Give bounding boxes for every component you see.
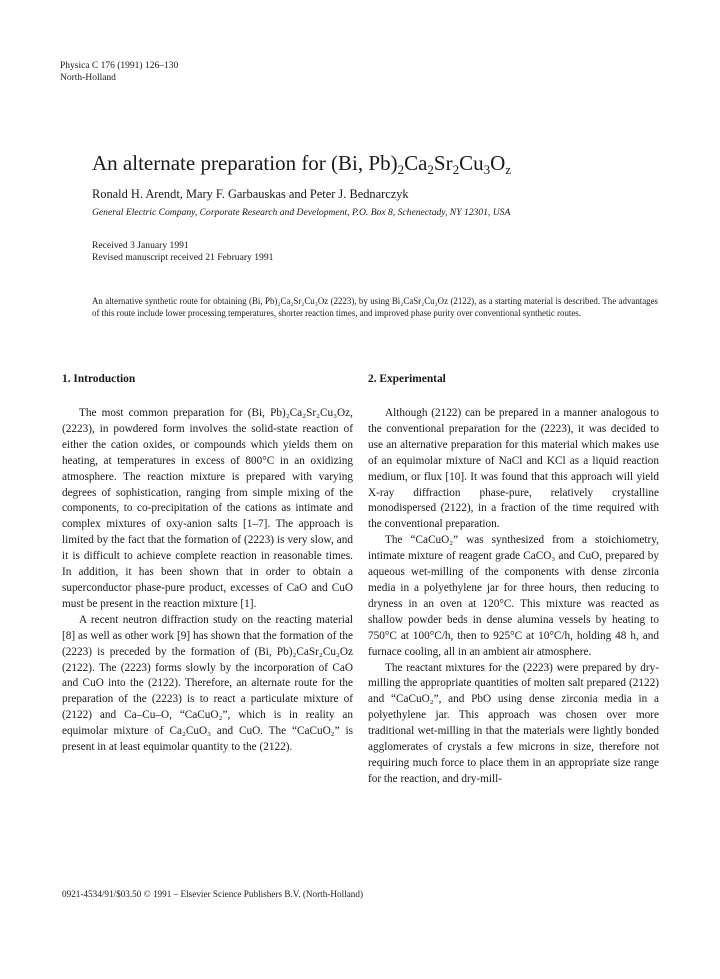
copyright-footer: 0921-4534/91/$03.50 © 1991 – Elsevier Science Publishers B.V. (North-Holland) [62, 889, 364, 899]
revised-date: Revised manuscript received 21 February 1991 [92, 252, 274, 263]
title-formula-subscript: 2 [397, 162, 405, 177]
journal-header [60, 60, 178, 84]
title-formula-element: O [490, 151, 506, 175]
title-formula-subscript: 2 [427, 162, 434, 177]
abstract: An alternative synthetic route for obtaining (Bi, Pb)₂Ca₂Sr₂Cu₃Oz (2223), by using Bi₂CaSr₂Cu₂Oz (2122), as a starting material is described. The advantages of this route include lower processing temperatures, shorter reaction times, and improved phase purity over conventional synthetic routes. [92, 296, 658, 319]
column-right [368, 372, 659, 788]
received-date: Received 3 January 1991 [92, 240, 189, 251]
journal-citation: Physica C 176 (1991) 126–130 [60, 61, 179, 71]
paper-authors: Ronald H. Arendt, Mary F. Garbauskas and Peter J. Bednarczyk [92, 187, 409, 201]
title-formula-subscript: 3 [483, 162, 491, 177]
journal-publisher: North-Holland [60, 73, 116, 83]
experimental-paragraph: The “CaCuO₂” was synthesized from a stoichiometry, intimate mixture of reagent grade CaCO₃ and CuO, prepared by aqueous wet-milling of the components with dense zirconia media in a polyethylene jar for three hours, then reducing to dryness in an oven at 120°C. This mixture was reacted as shallow powder beds in dense alumina vessels by heating to 750°C at 100°C/h, then to 925°C at 10°C/h, holding 48 h, and furnace cooling, all in an ambient air atmosphere. [368, 534, 659, 658]
column-left [62, 372, 353, 756]
section-heading-introduction: 1. Introduction [62, 373, 136, 385]
experimental-paragraph: The reactant mixtures for the (2223) were prepared by dry-milling the appropriate quantities of molten salt prepared (2122) and “CaCuO₂”, and PbO using dense zirconia media in a polyethylene jar. This approach was chosen over more traditional wet-milling in that the materials were lightly bonded agglomerates of crystals a few microns in size, therefore not requiring much force to place them in an appropriate size range for the reaction, and dry-mill- [368, 661, 659, 785]
intro-paragraph: The most common preparation for (Bi, Pb)₂Ca₂Sr₂Cu₃Oz, (2223), in powdered form involves the solid-state reaction of either the cation oxides, or compounds which yields them on heating, at temperatures in excess of 800°C in an oxidizing atmosphere. The reaction mixture is prepared with varying degrees of sophistication, ranging from simple mixing of the components, to co-precipitation of the cations as intimate and complex mixtures of oxy-anion salts [1–7]. The approach is limited by the fact that the formation of (2223) is very slow, and it is difficult to achieve complete reaction in reasonable times. In addition, it has been shown that in order to obtain a superconductor phase-pure product, excesses of CaO and CuO must be present in the reaction mixture [1]. [62, 407, 353, 610]
title-formula-subscript: 2 [452, 162, 460, 177]
intro-paragraph: A recent neutron diffraction study on the reacting material [8] as well as other work [9] has shown that the formation of the (2223) is preceded by the formation of (Bi, Pb)₂CaSr₂Cu₂Oz (2122). The (2223) forms slowly by the incorporation of CaO and CuO into the (2122). Therefore, an alternate route for the preparation of the (2223) is to react a particulate mixture of (2122) and Ca–Cu–O, “CaCuO₂”, which is in reality an equimolar mixture of Ca₂CuO₃ and CuO. The “CaCuO₂” is present in at least equimolar quantity to the (2122). [62, 613, 353, 754]
title-formula-element: Ca [404, 151, 428, 175]
title-formula-element: Cu [459, 151, 484, 175]
paper-title-formula [398, 151, 511, 175]
paper-title [92, 150, 511, 176]
title-formula-element: Sr [433, 151, 453, 175]
section-heading-experimental: 2. Experimental [368, 373, 446, 385]
experimental-paragraph: Although (2122) can be prepared in a manner analogous to the conventional preparation for the (2223), it was decided to use an alternative preparation for this material which makes use of an equimolar mixture of NaCl and KCl as a liquid reaction medium, or flux [10]. It was found that this approach will yield X-ray diffraction phase-pure, relatively crystalline monodispersed (2122), in a fraction of the time required with the conventional preparation. [368, 407, 659, 531]
title-formula-subscript: z [505, 162, 512, 177]
received-dates [92, 240, 273, 264]
paper-title-text: An alternate preparation for (Bi, Pb) [92, 151, 398, 175]
paper-affiliation: General Electric Company, Corporate Research and Development, P.O. Box 8, Schenectady, NY 12301, USA [92, 207, 511, 218]
